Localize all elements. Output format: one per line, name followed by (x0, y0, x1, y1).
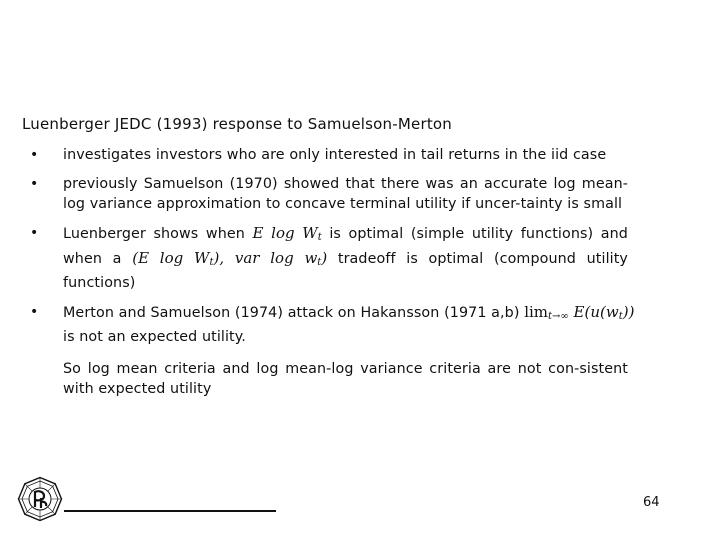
bullet-text: previously Samuelson (1970) showed that there was an accurate log mean-log variance approximation to concave terminal utility if uncer-tainty is small (63, 176, 628, 212)
continuation-text: So log mean criteria and log mean-log variance criteria are not con-sistent with expected utility (63, 361, 628, 397)
pentagram-seal-icon (17, 476, 63, 522)
bullet-marker: • (30, 147, 39, 163)
math-subscript: t (317, 232, 322, 243)
math-term: ), var log w (213, 249, 318, 267)
math-term: )) (622, 303, 635, 321)
bullet-text: investigates investors who are only interested in tail returns in the iid case (63, 147, 607, 163)
math-operator: lim (524, 303, 549, 321)
bullet-marker: • (30, 225, 39, 241)
math-subscript: t→∞ (548, 311, 569, 322)
math-subscript: t (618, 311, 623, 322)
bullet-text-part: Luenberger shows when (63, 226, 245, 242)
footer-rule (64, 510, 276, 512)
bullet-item-4 (30, 302, 635, 399)
bullet-item-2 (30, 174, 628, 214)
math-expression (132, 249, 327, 267)
math-subscript: t (317, 257, 322, 268)
bullet-text-part: is not an expected utility. (63, 329, 246, 345)
slide-heading: Luenberger JEDC (1993) response to Samuelson-Merton (22, 115, 452, 133)
page-number: 64 (643, 495, 660, 510)
bullet-marker: • (30, 304, 39, 320)
bullet-marker: • (30, 176, 39, 192)
math-term: (E log W (132, 249, 210, 267)
bullet-text (63, 223, 628, 293)
math-term: E(u(w (573, 303, 619, 321)
math-expression (253, 224, 322, 242)
bullet-list (30, 145, 635, 408)
bullet-text-part: is optimal (simple utility functions) and when a (63, 226, 628, 267)
bullet-text (63, 302, 635, 399)
math-expression (524, 303, 634, 321)
bullet-text-part: tradeoff is optimal (compound utility functions) (63, 251, 628, 291)
bullet-item-1 (30, 145, 628, 165)
math-term: E log W (252, 224, 318, 242)
bullet-text-part: Merton and Samuelson (1974) attack on Hakansson (1971 a,b) (63, 305, 520, 321)
math-subscript: t (209, 257, 214, 268)
bullet-item-3 (30, 223, 628, 293)
bullet-first-line (63, 305, 634, 321)
math-term: ) (321, 249, 328, 267)
